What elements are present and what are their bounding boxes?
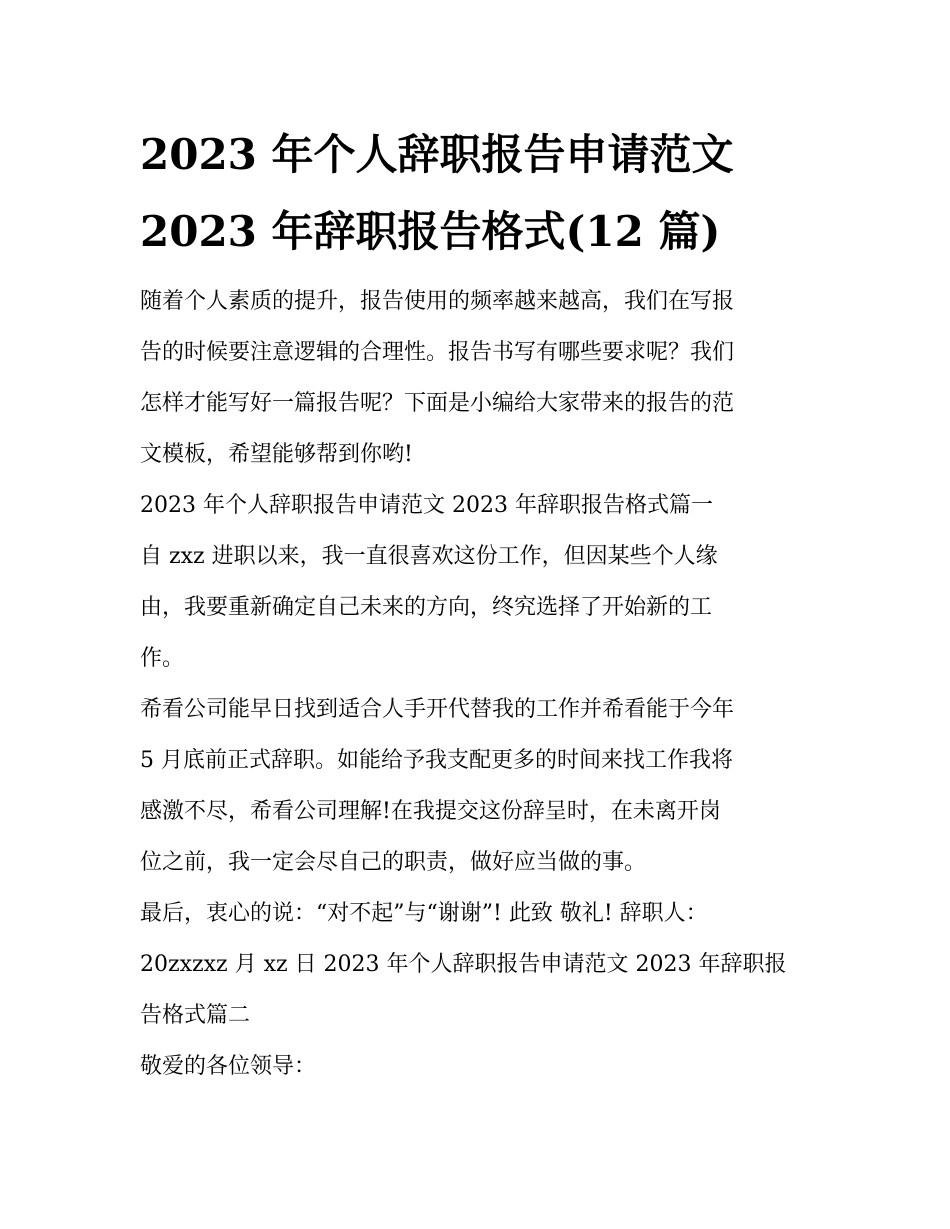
text-line: 由，我要重新确定自己未来的方向，终究选择了开始新的工 [140, 595, 713, 620]
text-line: 自 zxz 进职以来，我一直很喜欢这份工作，但因某些个人缘 [140, 544, 718, 569]
paragraph-body-2 [140, 684, 820, 888]
text-line: 5 月底前正式辞职。如能给予我支配更多的时间来找工作我将 [140, 748, 733, 773]
document-body [140, 276, 820, 1092]
text-line: 感激不尽，希看公司理解!在我提交这份辞呈时，在未离开岗 [140, 799, 721, 824]
text-line: 位之前，我一定会尽自己的职责，做好应当做的事。 [140, 850, 647, 875]
text-line: 20zxzxz 月 xz 日 2023 年个人辞职报告申请范文 2023 年辞职报 [140, 952, 787, 977]
text-line: 随着个人素质的提升，报告使用的频率越来越高，我们在写报 [140, 289, 735, 314]
text-line: 告的时候要注意逻辑的合理性。报告书写有哪些要求呢？我们 [140, 340, 735, 365]
paragraph-body-1 [140, 531, 820, 684]
text-line: 文模板，希望能够帮到你哟! [140, 442, 413, 467]
salutation [140, 1041, 820, 1092]
text-line: 敬爱的各位领导： [140, 1054, 317, 1079]
text-line: 2023 年个人辞职报告申请范文 2023 年辞职报告格式篇一 [140, 493, 713, 518]
text-line: 怎样才能写好一篇报告呢？下面是小编给大家带来的报告的范 [140, 391, 735, 416]
text-line: 告格式篇二 [140, 1003, 251, 1028]
paragraph-closing [140, 888, 820, 1041]
text-line: 作。 [140, 646, 185, 671]
paragraph-intro [140, 276, 820, 480]
section-heading-1 [140, 480, 820, 531]
text-line: 最后，衷心的说：“对不起”与“谢谢”! 此致 敬礼! 辞职人： [140, 901, 708, 926]
title-line-2: 2023 年辞职报告格式(12 篇) [140, 207, 721, 256]
document-title [140, 116, 820, 270]
text-line: 希看公司能早日找到适合人手开代替我的工作并希看能于今年 [140, 697, 735, 722]
title-line-1: 2023 年个人辞职报告申请范文 [140, 130, 734, 179]
